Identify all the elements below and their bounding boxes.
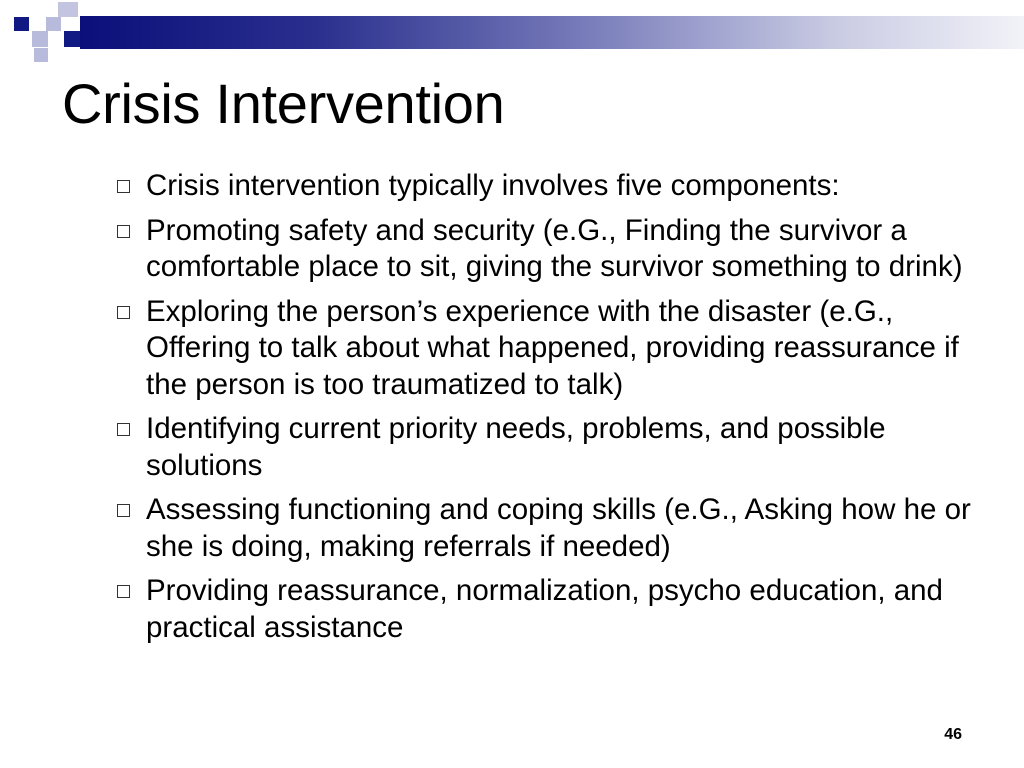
hollow-square-bullet-icon (117, 306, 130, 319)
slide-title: Crisis Intervention (62, 72, 505, 135)
bullet-text: Promoting safety and security (e.G., Finding the survivor a comfortable place to sit, giving the survivor something to drink) (146, 213, 963, 283)
bullet-text: Identifying current priority needs, problems, and possible solutions (146, 412, 886, 482)
decorative-square (58, 2, 78, 17)
header-gradient-bar (80, 16, 1024, 49)
decorative-square (64, 31, 80, 47)
hollow-square-bullet-icon (117, 585, 130, 598)
bullet-item (114, 294, 974, 404)
hollow-square-bullet-icon (117, 180, 130, 193)
decorative-square (14, 17, 29, 31)
bullet-list (114, 168, 974, 654)
bullet-item (114, 213, 974, 286)
bullet-text: Crisis intervention typically involves five components: (146, 169, 840, 202)
bullet-text: Assessing functioning and coping skills (e.G., Asking how he or she is doing, making referrals if needed) (146, 493, 971, 563)
bullet-text: Providing reassurance, normalization, psycho education, and practical assistance (146, 574, 943, 644)
bullet-item (114, 492, 974, 565)
hollow-square-bullet-icon (117, 504, 130, 517)
bullet-text: Exploring the person’s experience with the disaster (e.G., Offering to talk about what happened, providing reassurance if the person is too traumatized to talk) (146, 294, 959, 401)
page-number: 46 (944, 726, 962, 743)
hollow-square-bullet-icon (117, 225, 130, 238)
decorative-square (32, 31, 48, 47)
bullet-item (114, 411, 974, 484)
bullet-item (114, 573, 974, 646)
decorative-square (46, 17, 61, 31)
hollow-square-bullet-icon (117, 423, 130, 436)
bullet-item (114, 168, 974, 205)
decorative-square (34, 48, 48, 62)
